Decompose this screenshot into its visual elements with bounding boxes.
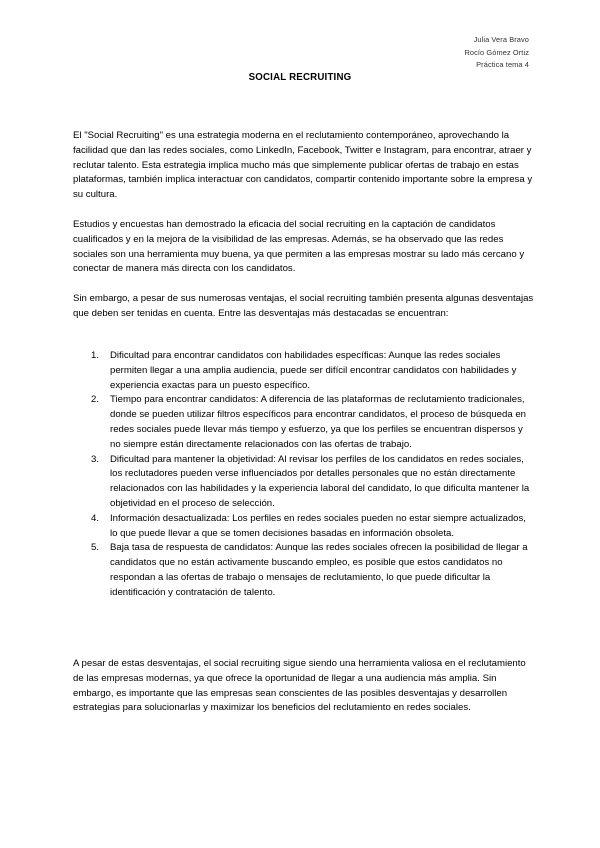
list-item — [91, 541, 531, 600]
author-name: Rocío Gómez Ortiz — [464, 47, 529, 57]
document-subtitle: Práctica tema 4 — [476, 60, 529, 69]
author-name: Julia Vera Bravo — [473, 35, 529, 44]
list-item-number: 1. — [91, 350, 100, 361]
list-item-text: Tiempo para encontrar candidatos: A diferencia de las plataformas de reclutamiento tradicionales, donde se pueden utilizar filtros específicos para encontrar candidatos, el proceso de búsqueda en redes sociales puede llevar más tiempo y esfuerzo, ya que los perfiles se encuentran dispersos y no siempre están directamente relacionados con las ofertas de trabajo. — [110, 394, 526, 450]
intro-paragraph: El "Social Recruiting" es una estrategia moderna en el reclutamiento contemporáneo, aprovechando la facilidad que dan las redes sociales, como LinkedIn, Facebook, Twitter e Instagram, para encontrar, atraer y reclutar talento. Esta estrategia implica mucho más que simplemente publicar ofertas de trabajo en estas plataformas, también implica interactuar con candidatos, compartir contenido importante sobre la empresa y su cultura. — [73, 130, 533, 201]
list-item-text: Baja tasa de respuesta de candidatos: Aunque las redes sociales ofrecen la posibilidad de llegar a candidatos que no están activamente buscando empleo, es posible que estos candidatos no respondan a las ofertas de trabajo o mensajes de reclutamiento, lo que puede dificultar la identificación y contratación de talento. — [110, 542, 528, 598]
list-item — [91, 393, 531, 452]
document-header — [464, 34, 529, 72]
list-item-number: 5. — [91, 542, 100, 554]
list-item — [91, 349, 531, 393]
disadvantages-list — [91, 349, 531, 601]
list-item — [91, 512, 531, 542]
list-item-number: 4. — [91, 512, 100, 524]
list-item-number: 3. — [91, 453, 100, 465]
list-item-text: Dificultad para encontrar candidatos con habilidades específicas: Aunque las redes sociales permiten llegar a una amplia audiencia, puede ser difícil encontrar candidatos con habilidades y experiencia exactas para un puesto específico. — [110, 350, 517, 391]
conclusion-paragraph: A pesar de estas desventajas, el social recruiting sigue siendo una herramienta valiosa en el reclutamiento de las empresas modernas, ya que ofrece la oportunidad de llegar a una audiencia más amplia. Sin embargo, es importante que las empresas sean conscientes de las posibles desventajas y desarrollen estrategias para solucionarlas y maximizar los beneficios del reclutamiento en redes sociales. — [73, 658, 526, 714]
disadvantages-intro-paragraph: Sin embargo, a pesar de sus numerosas ventajas, el social recruiting también presenta algunas desventajas que deben ser tenidas en cuenta. Entre las desventajas más destacadas se encuentran: — [73, 293, 534, 319]
list-item-text: Dificultad para mantener la objetividad: Al revisar los perfiles de los candidatos en redes sociales, los reclutadores pueden verse influenciados por detalles personales que no están directamente relacionados con las habilidades y la experiencia laboral del candidato, lo que dificulta mantener la objetividad en el proceso de selección. — [110, 453, 530, 509]
page-title: SOCIAL RECRUITING — [248, 72, 352, 83]
list-item-text: Información desactualizada: Los perfiles en redes sociales pueden no estar siempre actualizados, lo que puede llevar a que se tomen decisiones basadas en información obsoleta. — [110, 512, 526, 539]
list-item-number: 2. — [91, 394, 100, 406]
list-item — [91, 453, 531, 512]
studies-paragraph: Estudios y encuestas han demostrado la eficacia del social recruiting en la captación de candidatos cualificados y en la mejora de la visibilidad de las empresas. Además, se ha observado que las redes sociales son una herramienta muy buena, ya que permiten a las empresas mostrar su lado más cercano y conectar de manera más directa con los candidatos. — [73, 219, 525, 275]
